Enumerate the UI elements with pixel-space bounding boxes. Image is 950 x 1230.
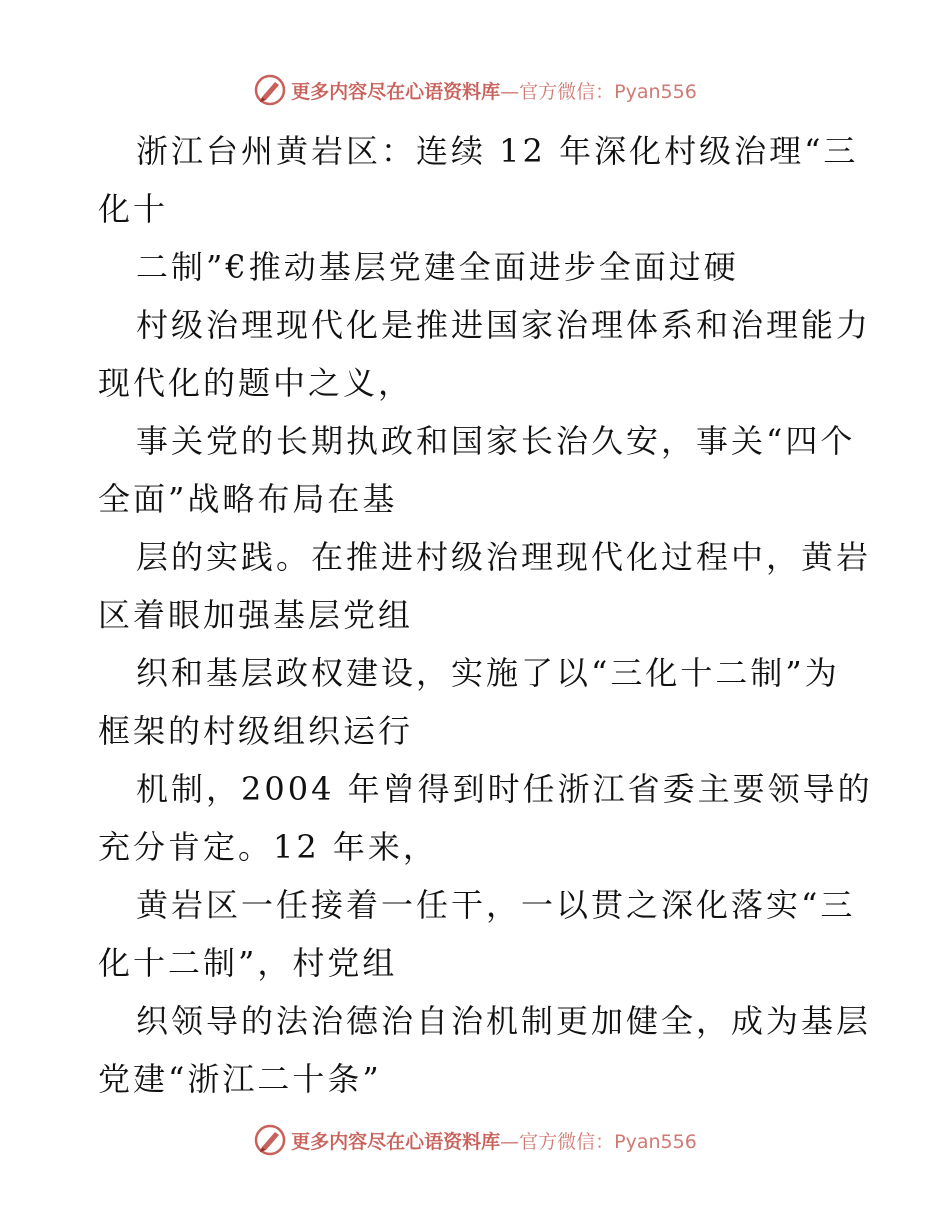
document-body <box>98 122 873 1108</box>
watermark-title: 更多内容尽在心语资料库 <box>291 1130 501 1153</box>
paragraph-line: 党建“浙江二十条” <box>98 1060 382 1098</box>
footer-watermark <box>0 1120 950 1160</box>
paragraph-line: 织和基层政权建设，实施了以“三化十二制”为 <box>136 654 840 692</box>
paragraph-line: 充分肯定。12 年来， <box>98 828 438 866</box>
paragraph-line: 黄岩区一任接着一任干，一以贯之深化落实“三 <box>136 886 856 924</box>
paragraph-line: 全面”战略布局在基 <box>98 480 398 518</box>
watermark-contact: 官方微信：Pyan556 <box>519 1130 697 1153</box>
paragraph-line: 现代化的题中之义， <box>98 364 414 402</box>
watermark-text <box>291 1127 697 1154</box>
watermark-dash: — <box>500 1130 520 1153</box>
paragraph-line: 浙江台州黄岩区：连续 12 年深化村级治理“三 <box>136 132 859 170</box>
watermark-title: 更多内容尽在心语资料库 <box>291 80 501 103</box>
pen-logo-icon <box>253 1123 287 1157</box>
paragraph-line: 村级治理现代化是推进国家治理体系和治理能力 <box>136 306 872 344</box>
paragraph-line: 层的实践。在推进村级治理现代化过程中，黄岩 <box>136 538 872 576</box>
paragraph-line: 事关党的长期执政和国家长治久安，事关“四个 <box>136 422 856 460</box>
paragraph-line: 织领导的法治德治自治机制更加健全，成为基层 <box>136 1002 872 1040</box>
header-watermark <box>0 70 950 110</box>
paragraph-line: 框架的村级组织运行 <box>98 712 414 750</box>
paragraph-line: 机制，2004 年曾得到时任浙江省委主要领导的 <box>136 770 873 808</box>
watermark-text <box>291 77 697 104</box>
paragraph-line: 化十二制”，村党组 <box>98 944 398 982</box>
pen-logo-icon <box>253 73 287 107</box>
paragraph-line: 区着眼加强基层党组 <box>98 596 414 634</box>
paragraph-line: 二制”€推动基层党建全面进步全面过硬 <box>136 248 739 286</box>
paragraph-line: 化十 <box>98 190 169 228</box>
watermark-contact: 官方微信：Pyan556 <box>519 80 697 103</box>
watermark-dash: — <box>500 80 520 103</box>
